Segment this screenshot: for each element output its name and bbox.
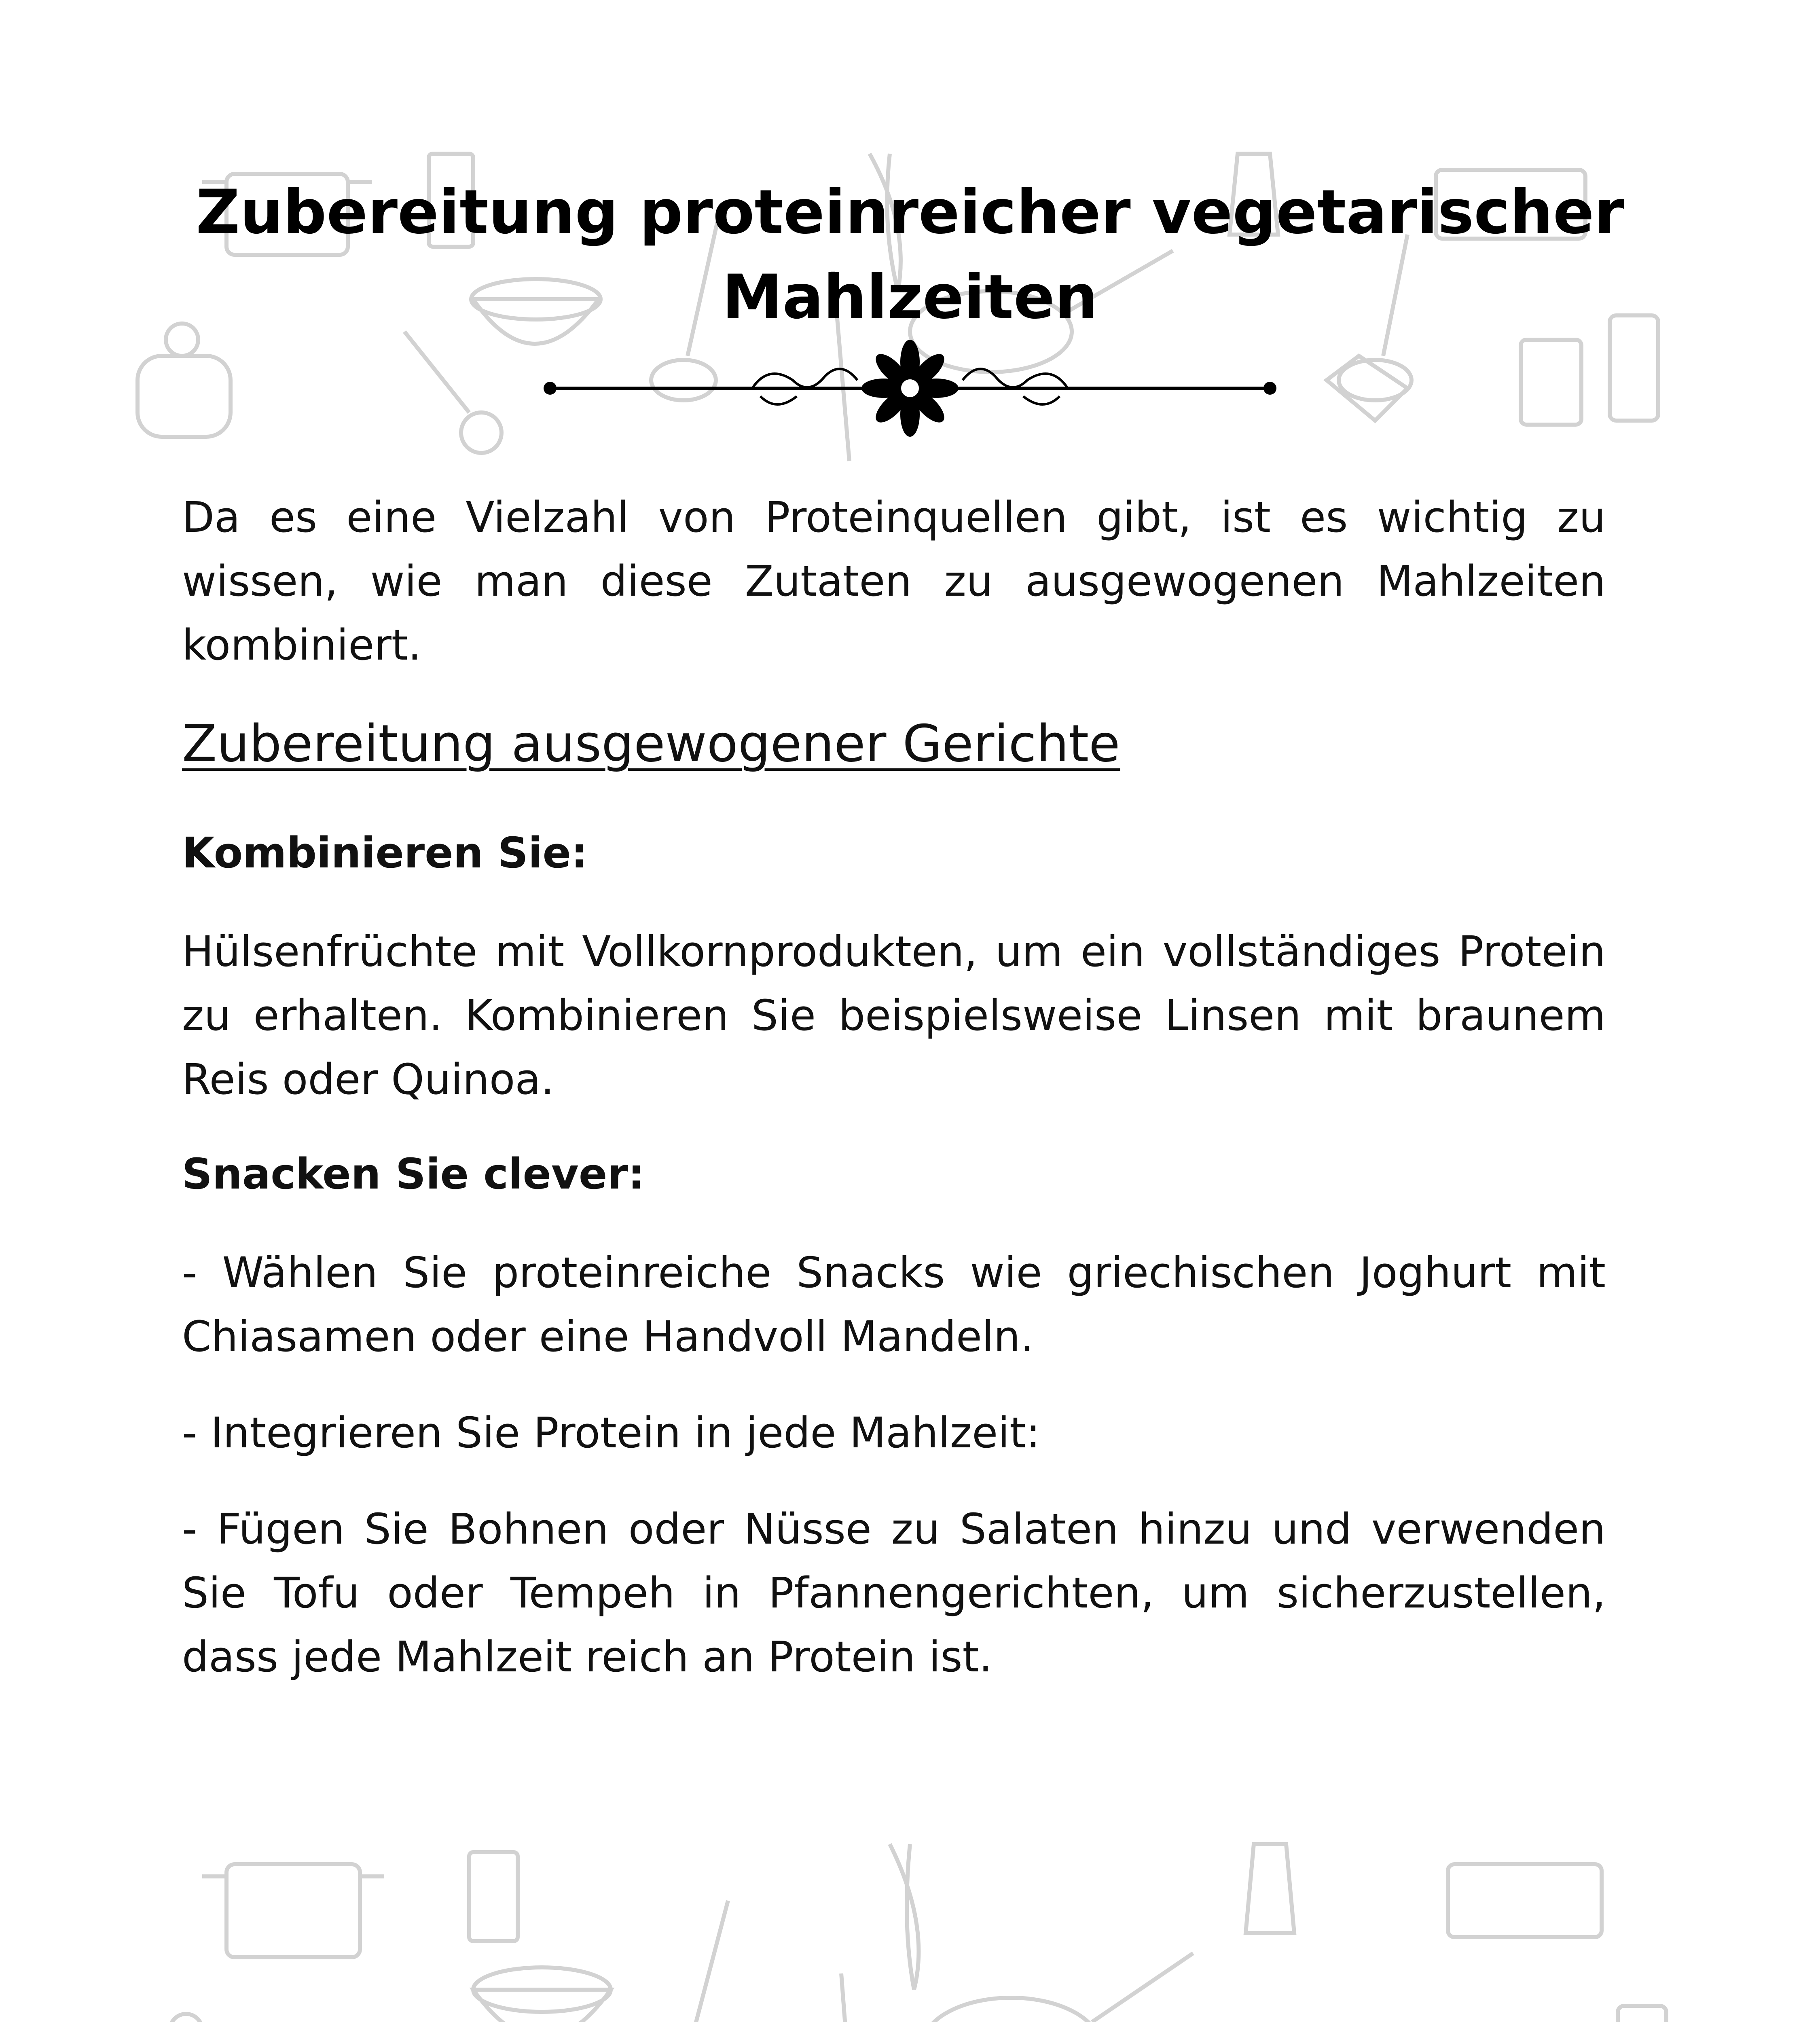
page-title: Zubereitung proteinreicher vegetarischer Mahlzeiten — [196, 177, 1624, 332]
intro-paragraph: Da es eine Vielzahl von Proteinquellen gibt, ist es wichtig zu wissen, wie man diese Zutaten zu ausgewogenen Mahlzeiten kombiniert. — [182, 493, 1606, 670]
kitchen-utensils-sketch-icon — [121, 1820, 1699, 2022]
kombinieren-paragraph: Hülsenfrüchte mit Vollkornprodukten, um ein vollständiges Protein zu erhalten. Kombinieren Sie beispielsweise Linsen mit braunem Reis oder Quinoa. — [182, 927, 1606, 1104]
list-item: - Wählen Sie proteinreiche Snacks wie griechischen Joghurt mit Chiasamen oder eine Handvoll Mandeln. — [182, 1248, 1606, 1361]
subheading-snacken: Snacken Sie clever: — [182, 1149, 645, 1199]
flourish-divider-icon — [526, 336, 1294, 441]
list-item: - Fügen Sie Bohnen oder Nüsse zu Salaten hinzu und verwenden Sie Tofu oder Tempeh in Pfannengerichten, um sicherzustellen, dass jede Mahlzeit reich an Protein ist. — [182, 1504, 1606, 1681]
flower-ornament-icon — [526, 336, 1294, 441]
main-content — [182, 485, 1606, 1721]
list-item: - Integrieren Sie Protein in jede Mahlzeit: — [182, 1408, 1040, 1457]
kitchen-utensils-background-bottom — [121, 1820, 1699, 2022]
section-heading: Zubereitung ausgewogener Gerichte — [182, 714, 1120, 773]
subheading-kombinieren: Kombinieren Sie: — [182, 828, 588, 878]
